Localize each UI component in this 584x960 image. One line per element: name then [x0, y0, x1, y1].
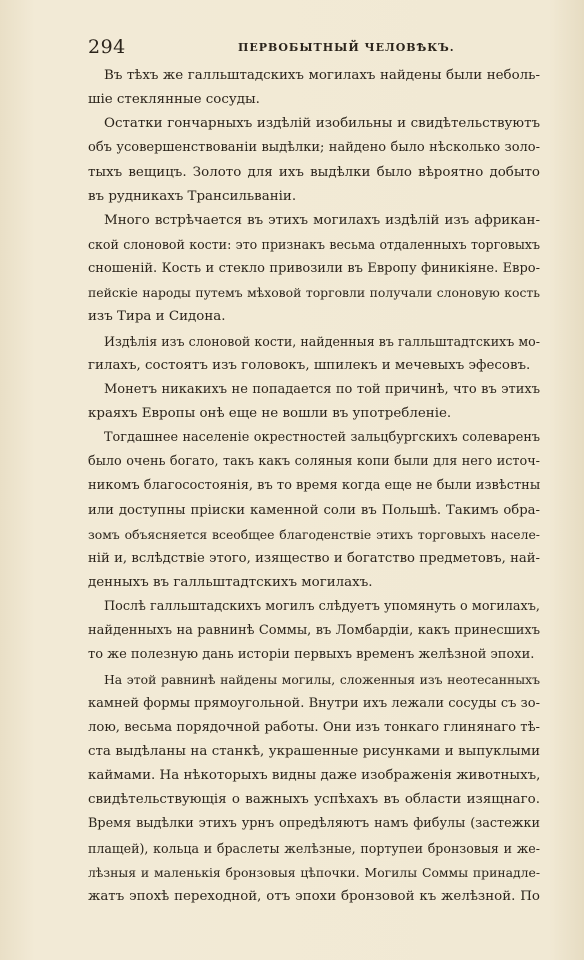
text-line: Время выдѣлки этихъ урнъ опредѣляютъ намъ фибулы (застежки [88, 816, 540, 832]
text-line: Въ тѣхъ же галльштадскихъ могилахъ найдены были неболь- [104, 68, 540, 83]
text-line: ста выдѣланы на станкѣ, украшенные рисунками и выпуклыми [88, 743, 540, 759]
text-line: пейскіе народы путемъ мѣховой торговли получали слоновую кость [88, 285, 540, 301]
text-line: было очень богато, такъ какъ соляныя копи были для него источ- [88, 454, 540, 470]
text-line: Монетъ никакихъ не попадается по той причинѣ, что въ этихъ [104, 381, 540, 397]
text-line: плащей), кольца и браслеты желѣзные, портупеи бронзовыя и же- [88, 840, 540, 856]
text-line: зомъ объясняется всеобщее благоденствіе этихъ торговыхъ населе- [88, 526, 540, 542]
text-line: свидѣтельствующія о важныхъ успѣхахъ въ области изящнаго. [88, 792, 540, 808]
text-line: найденныхъ на равнинѣ Соммы, въ Ломбардіи, какъ принесшихъ [88, 623, 540, 639]
text-line: камней формы прямоугольной. Внутри ихъ лежали сосуды съ зо- [88, 695, 540, 711]
text-line: сношеній. Кость и стекло привозили въ Европу финикіяне. Евро- [88, 261, 540, 277]
text-line: гилахъ, состоятъ изъ головокъ, шпилекъ и мечевыхъ эфесовъ. [88, 357, 531, 373]
text-line: лѣзныя и маленькія бронзовыя цѣпочки. Могилы Соммы принадле- [88, 864, 540, 880]
page-number: 294 [88, 36, 126, 58]
text-line: то же полезную дань исторіи первыхъ временъ желѣзной эпохи. [88, 647, 535, 663]
text-line: Много встрѣчается въ этихъ могилахъ издѣлій изъ африкан- [104, 212, 540, 228]
text-line: объ усовершенствованіи выдѣлки; найдено было нѣсколько золо- [88, 140, 540, 156]
text-line: Издѣлія изъ слоновой кости, найденныя въ галльштадтскихъ мо- [104, 333, 540, 349]
text-line: Остатки гончарныхъ издѣлій изобильны и свидѣтельствуютъ [104, 116, 540, 132]
text-line: ской слоновой кости: это признакъ весьма отдаленныхъ торговыхъ [88, 236, 540, 252]
running-title: ПЕРВОБЫТНЫЙ ЧЕЛОВѢКЪ. [238, 41, 455, 54]
text-line: каймами. На нѣкоторыхъ видны даже изображенія животныхъ, [88, 768, 540, 784]
body-text [88, 64, 540, 909]
text-line: Тогдашнее населеніе окрестностей зальцбургскихъ солеваренъ [104, 430, 540, 446]
text-line: ній и, вслѣдствіе этого, изящество и богатство предметовъ, най- [88, 550, 540, 566]
text-line: въ рудникахъ Трансильваніи. [88, 188, 297, 204]
text-line: краяхъ Европы онѣ еще не вошли въ употребленіе. [88, 405, 452, 421]
text-line: денныхъ въ галльштадтскихъ могилахъ. [88, 574, 373, 590]
text-line: лою, весьма порядочной работы. Они изъ тонкаго глинянаго тѣ- [88, 719, 540, 735]
text-line: изъ Тира и Сидона. [88, 309, 226, 325]
page-header [88, 36, 540, 60]
text-line: На этой равнинѣ найдены могилы, сложенныя изъ неотесанныхъ [104, 671, 540, 687]
text-line: Послѣ галльштадскихъ могилъ слѣдуетъ упомянуть о могилахъ, [104, 599, 540, 615]
text-line: тыхъ вещицъ. Золото для ихъ выдѣлки было вѣроятно добыто [88, 164, 540, 180]
text-line: шіе стеклянные сосуды. [88, 92, 260, 108]
text-line: никомъ благосостоянія, въ то время когда еще не были извѣстны [88, 478, 540, 494]
text-line: или доступны пріиски каменной соли въ Польшѣ. Такимъ обра- [88, 502, 540, 518]
text-line: жатъ эпохѣ переходной, отъ эпохи бронзовой къ желѣзной. По [88, 888, 540, 904]
